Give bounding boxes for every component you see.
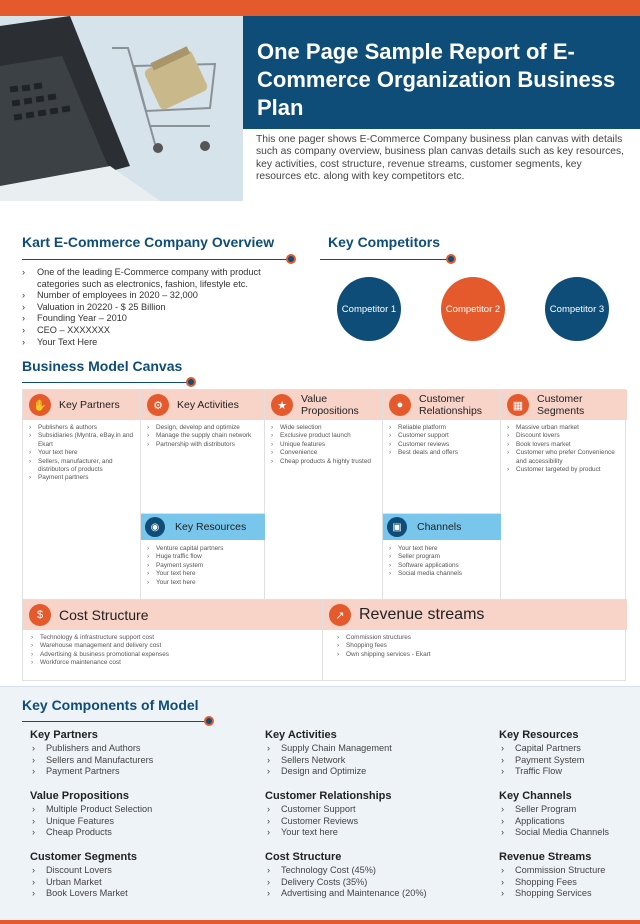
list-item: › Book Lovers Market [44,888,137,900]
list-item: › Seller program [389,553,497,561]
component-group: Cost Structure › Technology Cost (45%) › Delivery Costs (35%) › Advertising and Maintenance (20%) [265,851,427,900]
key-activities-cell [141,390,265,514]
component-group: Customer Relationships › Customer Support › Customer Reviews › Your text here [265,790,392,839]
money-icon: $ [29,604,51,626]
channels-icon: ▣ [387,517,407,537]
competitor-1-circle: Competitor 1 [337,277,401,341]
list-item: › Unique features [271,441,379,449]
list-item: › Own shipping services - Ekart [337,651,617,659]
list-item: › Shopping fees [337,642,617,650]
component-group: Key Channels › Seller Program › Applications › Social Media Channels [499,790,609,839]
component-group: Customer Segments › Discount Lovers › Urban Market › Book Lovers Market [30,851,137,900]
overview-list [22,267,292,348]
value-propositions-label: Value Propositions [301,393,359,417]
list-item: › Social Media Channels [513,827,609,839]
list-item: › Discount Lovers [44,865,137,877]
list-item: › Publishers & authors [29,424,137,432]
customer-segments-label: Customer Segments [537,393,585,417]
list-item: › Customer reviews [389,441,497,449]
list-item: › Software applications [389,562,497,570]
key-activities-label: Key Activities [177,399,239,411]
component-group: Key Activities › Supply Chain Management › Sellers Network › Design and Optimize [265,729,392,778]
laptop-cart-illustration [0,16,243,201]
list-item: › Customer Support [279,804,392,816]
components-underline [22,721,208,722]
canvas-title: Business Model Canvas [22,358,183,374]
list-item: › Social media channels [389,570,497,578]
list-item: › Payment system [147,562,261,570]
list-item: › Convenience [271,449,379,457]
list-item: › Manage the supply chain network [147,432,261,440]
title-banner [243,16,640,129]
overview-underline [22,259,290,260]
list-item: › Customer who prefer Convenience and accessibility [507,449,623,466]
list-item: › Venture capital partners [147,545,261,553]
key-partners-cell [23,390,141,600]
components-title: Key Components of Model [22,697,199,713]
list-item: › Your text here [389,545,497,553]
list-item: › CEO – XXXXXXX [22,325,292,337]
list-item: › Customer Reviews [279,816,392,828]
list-item: › Supply Chain Management [279,743,392,755]
list-item: › Partnership with distributors [147,441,261,449]
list-item: › Workforce maintenance cost [31,659,311,667]
page-title: One Page Sample Report of E-Commerce Organization Business Plan [257,39,616,120]
bottom-accent-bar [0,920,640,924]
list-item: › Sellers Network [279,755,392,767]
competitor-2-circle: Competitor 2 [441,277,505,341]
revenue-streams-label: Revenue streams [359,606,485,623]
list-item: › Your text here [279,827,392,839]
list-item: › Technology Cost (45%) [279,865,427,877]
list-item: › Traffic Flow [513,766,584,778]
list-item: › Shopping Fees [513,877,605,889]
key-components-section [0,686,640,920]
list-item: › Commission structures [337,634,617,642]
gift-icon: ★ [271,394,293,416]
list-item: › Number of employees in 2020 – 32,000 [22,290,292,302]
list-item: › Urban Market [44,877,137,889]
key-resources-cell [141,514,265,600]
cost-structure-cell [23,600,323,680]
list-item: › Technology & infrastructure support cost [31,634,311,642]
component-group: Revenue Streams › Commission Structure › Shopping Fees › Shopping Services [499,851,605,900]
component-group: Key Partners › Publishers and Authors › Sellers and Manufacturers › Payment Partners [30,729,153,778]
competitors-title: Key Competitors [328,234,441,250]
component-group: Key Resources › Capital Partners › Payment System › Traffic Flow [499,729,584,778]
list-item: › Best deals and offers [389,449,497,457]
list-item: › Customer support [389,432,497,440]
list-item: › Valuation in 20220 - $ 25 Billion [22,302,292,314]
hero-image [0,16,243,201]
canvas-underline [22,382,190,383]
list-item: › Applications [513,816,609,828]
competitor-3-circle: Competitor 3 [545,277,609,341]
list-item: › Exclusive product launch [271,432,379,440]
list-item: › Wide selection [271,424,379,432]
globe-icon: ◉ [145,517,165,537]
handshake-icon: ✋ [29,394,51,416]
list-item: › Advertising & business promotional expenses [31,651,311,659]
user-icon: ● [389,394,411,416]
list-item: › Shopping Services [513,888,605,900]
competitors-dot [446,254,456,264]
list-item: › Customer targeted by product [507,466,623,474]
list-item: › Sellers, manufacturer, and distributors of products [29,458,137,475]
revenue-icon: ↗ [329,604,351,626]
customer-relationships-label: Customer Relationships [419,393,483,417]
channels-label: Channels [417,521,462,533]
key-resources-label: Key Resources [175,521,247,533]
list-item: › Seller Program [513,804,609,816]
business-model-canvas [22,389,626,681]
list-item: › Unique Features [44,816,152,828]
revenue-streams-cell [323,600,627,680]
list-item: › Your text here [147,579,261,587]
top-accent-bar [0,0,640,16]
customer-segments-cell [501,390,627,600]
list-item: › Your text here [147,570,261,578]
cost-structure-label: Cost Structure [59,607,149,623]
list-item: › Advertising and Maintenance (20%) [279,888,427,900]
list-item: › Payment System [513,755,584,767]
list-item: › Delivery Costs (35%) [279,877,427,889]
list-item: › Warehouse management and delivery cost [31,642,311,650]
list-item: › Payment Partners [44,766,153,778]
value-propositions-cell [265,390,383,600]
canvas-dot [186,377,196,387]
component-group: Value Propositions › Multiple Product Selection › Unique Features › Cheap Products [30,790,152,839]
overview-dot [286,254,296,264]
list-item: › Your text here [29,449,137,457]
intro-paragraph: This one pager shows E-Commerce Company business plan canvas with details such as company overview, business plan canvas details such as key resources, key activities, cost structure, revenue streams, customer segments, key resources etc. along with key competitors etc. [256,134,625,183]
list-item: › One of the leading E-Commerce company with product categories such as electronics, fashion, lifestyle etc. [22,267,292,290]
list-item: › Your Text Here [22,337,292,349]
competitors-underline [320,259,450,260]
components-dot [204,716,214,726]
list-item: › Reliable platform [389,424,497,432]
list-item: › Commission Structure [513,865,605,877]
list-item: › Capital Partners [513,743,584,755]
list-item: › Cheap products & highly trusted [271,458,379,466]
customer-relationships-cell [383,390,501,514]
list-item: › Discount lovers [507,432,623,440]
channels-cell [383,514,501,600]
activity-icon: ⚙ [147,394,169,416]
list-item: › Payment partners [29,474,137,482]
segments-icon: ▦ [507,394,529,416]
list-item: › Huge traffic flow [147,553,261,561]
list-item: › Book lovers market [507,441,623,449]
overview-title: Kart E-Commerce Company Overview [22,234,275,250]
list-item: › Subsidiaries (Myntra, eBay.in and Ekart [29,432,137,449]
list-item: › Design, develop and optimize [147,424,261,432]
list-item: › Publishers and Authors [44,743,153,755]
list-item: › Founding Year – 2010 [22,313,292,325]
list-item: › Design and Optimize [279,766,392,778]
list-item: › Sellers and Manufacturers [44,755,153,767]
list-item: › Multiple Product Selection [44,804,152,816]
key-partners-label: Key Partners [59,399,120,411]
list-item: › Cheap Products [44,827,152,839]
list-item: › Massive urban market [507,424,623,432]
